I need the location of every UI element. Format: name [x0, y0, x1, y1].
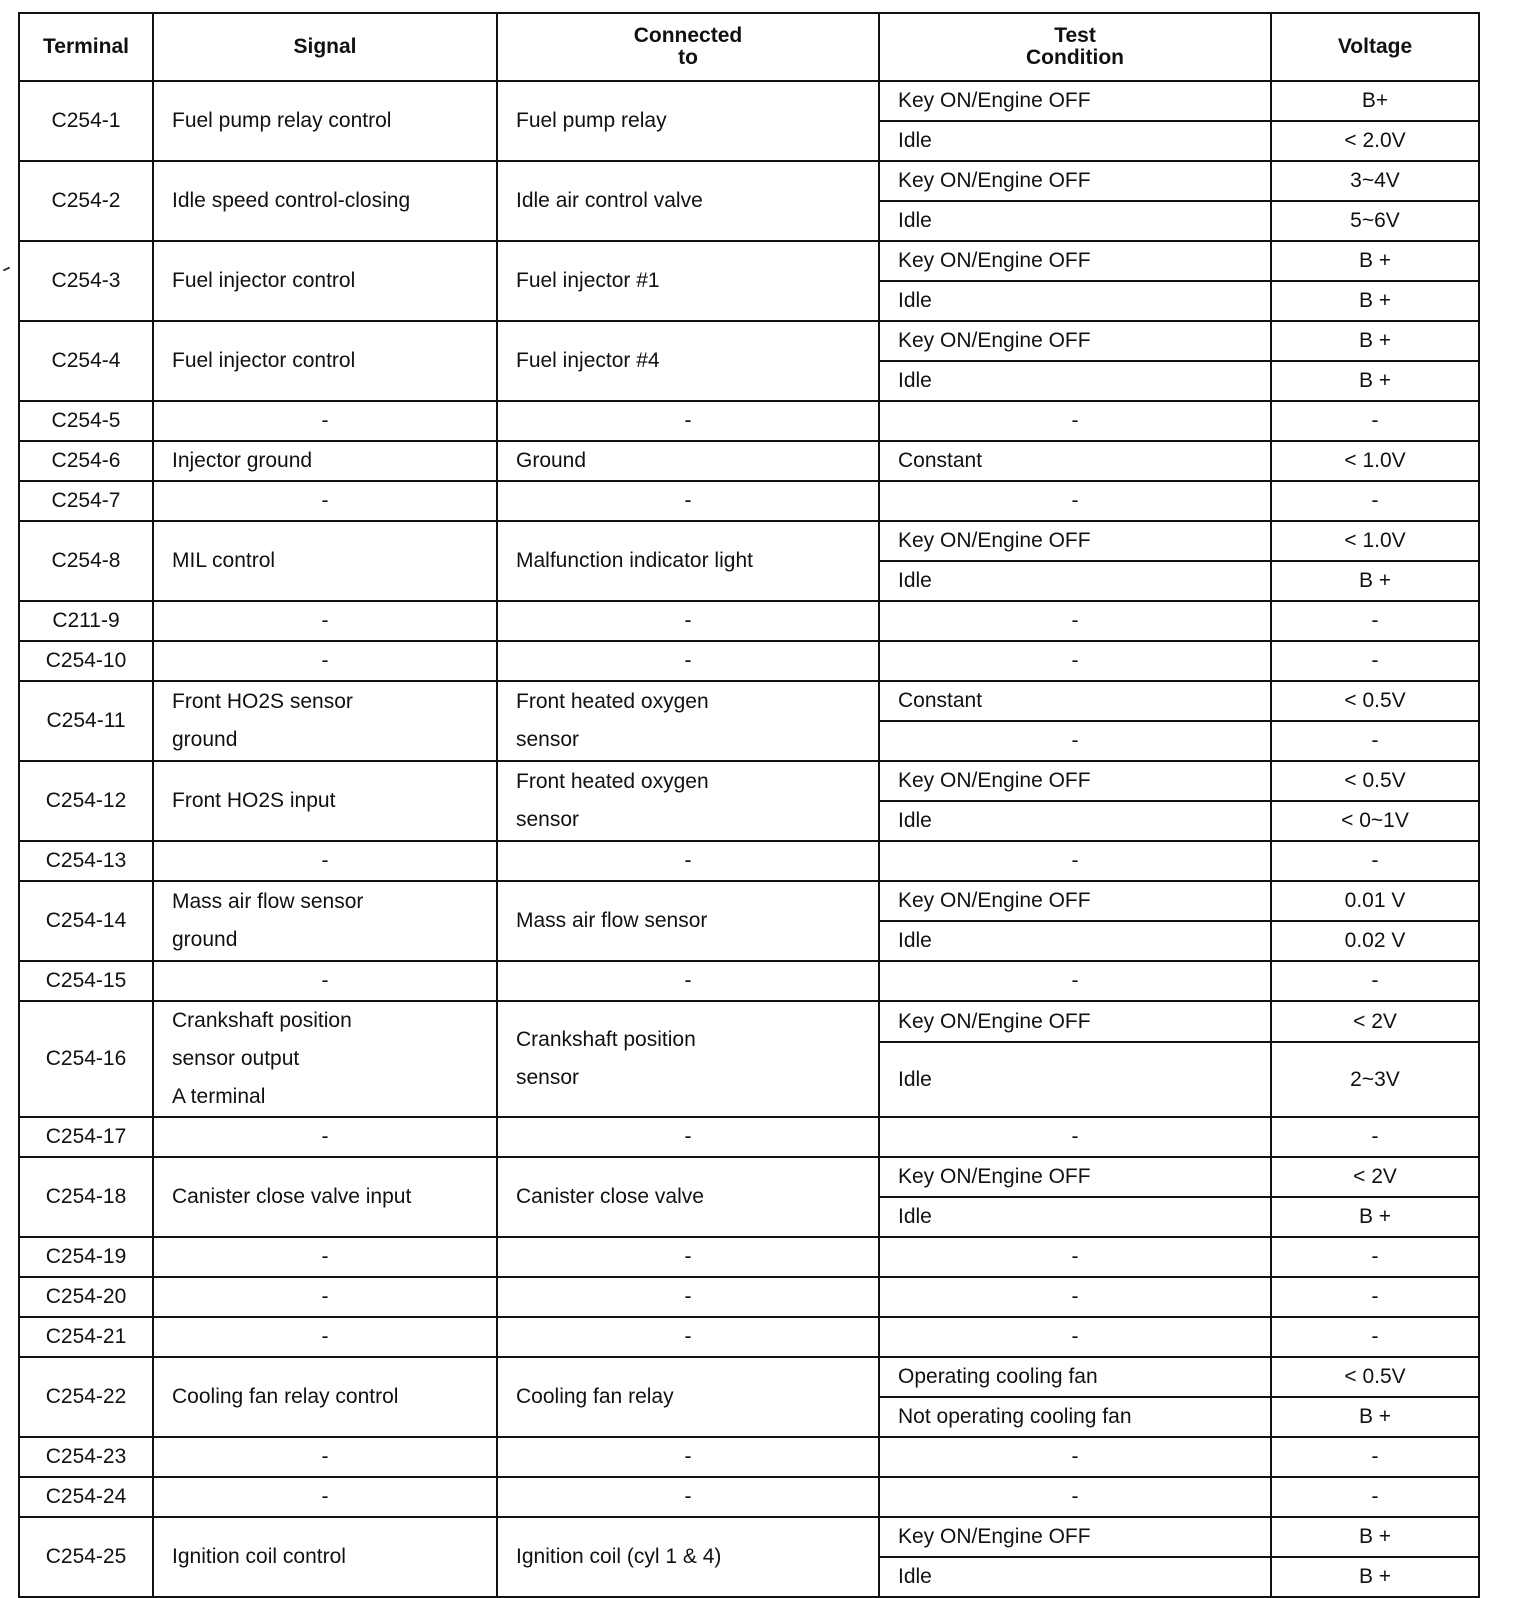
voltage-cell: -: [1271, 1237, 1479, 1277]
connected-to-cell: -: [497, 481, 879, 521]
header-test-condition: Test Condition: [879, 13, 1271, 81]
voltage-cell: -: [1271, 481, 1479, 521]
test-condition-cell: Idle: [879, 561, 1271, 601]
voltage-cell: B+: [1271, 81, 1479, 121]
voltage-cell: -: [1271, 641, 1479, 681]
signal-cell: Front HO2S input: [153, 761, 497, 841]
signal-cell: -: [153, 601, 497, 641]
voltage-cell: < 1.0V: [1271, 521, 1479, 561]
connected-to-cell: Idle air control valve: [497, 161, 879, 241]
terminal-cell: C254-7: [19, 481, 153, 521]
table-row: [19, 1237, 1479, 1277]
voltage-cell: -: [1271, 721, 1479, 761]
voltage-cell: < 0~1V: [1271, 801, 1479, 841]
signal-cell: Canister close valve input: [153, 1157, 497, 1237]
test-condition-cell: -: [879, 841, 1271, 881]
voltage-cell: < 0.5V: [1271, 761, 1479, 801]
table-row: [19, 1277, 1479, 1317]
terminal-cell: C254-19: [19, 1237, 153, 1277]
voltage-cell: -: [1271, 841, 1479, 881]
voltage-cell: -: [1271, 1277, 1479, 1317]
signal-cell: Mass air flow sensor ground: [153, 881, 497, 961]
table-body: [19, 81, 1479, 1597]
terminal-cell: C254-10: [19, 641, 153, 681]
test-condition-cell: Key ON/Engine OFF: [879, 241, 1271, 281]
table-row: [19, 1117, 1479, 1157]
table-row: [19, 1517, 1479, 1557]
header-voltage: Voltage: [1271, 13, 1479, 81]
test-condition-cell: Idle: [879, 801, 1271, 841]
table-row: [19, 1437, 1479, 1477]
table-row: [19, 241, 1479, 281]
scan-mark: [3, 267, 10, 272]
signal-cell: MIL control: [153, 521, 497, 601]
terminal-voltage-table: [18, 12, 1480, 1598]
terminal-cell: C254-20: [19, 1277, 153, 1317]
test-condition-cell: -: [879, 401, 1271, 441]
table-row: [19, 521, 1479, 561]
connected-to-cell: Fuel injector #1: [497, 241, 879, 321]
test-condition-cell: -: [879, 1117, 1271, 1157]
test-condition-cell: Idle: [879, 281, 1271, 321]
signal-cell: Front HO2S sensor ground: [153, 681, 497, 761]
test-condition-cell: Key ON/Engine OFF: [879, 521, 1271, 561]
table-row: [19, 481, 1479, 521]
voltage-cell: -: [1271, 401, 1479, 441]
table-row: [19, 761, 1479, 801]
table-row: [19, 1357, 1479, 1397]
signal-cell: Fuel injector control: [153, 321, 497, 401]
test-condition-cell: -: [879, 961, 1271, 1001]
voltage-cell: B +: [1271, 1197, 1479, 1237]
connected-to-cell: Front heated oxygen sensor: [497, 681, 879, 761]
header-terminal: Terminal: [19, 13, 153, 81]
signal-cell: Injector ground: [153, 441, 497, 481]
test-condition-cell: -: [879, 1277, 1271, 1317]
terminal-cell: C254-4: [19, 321, 153, 401]
terminal-cell: C211-9: [19, 601, 153, 641]
test-condition-cell: Not operating cooling fan: [879, 1397, 1271, 1437]
terminal-cell: C254-22: [19, 1357, 153, 1437]
signal-cell: Crankshaft position sensor output A terminal: [153, 1001, 497, 1117]
signal-cell: Fuel pump relay control: [153, 81, 497, 161]
test-condition-cell: Idle: [879, 1197, 1271, 1237]
voltage-cell: < 2.0V: [1271, 121, 1479, 161]
table-row: [19, 641, 1479, 681]
terminal-cell: C254-16: [19, 1001, 153, 1117]
test-condition-cell: Key ON/Engine OFF: [879, 161, 1271, 201]
signal-cell: -: [153, 401, 497, 441]
table-row: [19, 401, 1479, 441]
terminal-cell: C254-2: [19, 161, 153, 241]
signal-cell: -: [153, 1437, 497, 1477]
voltage-cell: 0.02 V: [1271, 921, 1479, 961]
test-condition-cell: -: [879, 481, 1271, 521]
voltage-cell: B +: [1271, 281, 1479, 321]
signal-cell: Cooling fan relay control: [153, 1357, 497, 1437]
test-condition-cell: Idle: [879, 1557, 1271, 1597]
table-row: [19, 321, 1479, 361]
voltage-cell: < 2V: [1271, 1001, 1479, 1042]
connected-to-cell: -: [497, 1477, 879, 1517]
connected-to-cell: -: [497, 841, 879, 881]
terminal-cell: C254-14: [19, 881, 153, 961]
terminal-cell: C254-24: [19, 1477, 153, 1517]
connected-to-cell: Crankshaft position sensor: [497, 1001, 879, 1117]
voltage-cell: -: [1271, 1477, 1479, 1517]
test-condition-cell: -: [879, 1437, 1271, 1477]
terminal-cell: C254-21: [19, 1317, 153, 1357]
terminal-cell: C254-3: [19, 241, 153, 321]
test-condition-cell: Key ON/Engine OFF: [879, 321, 1271, 361]
voltage-cell: < 1.0V: [1271, 441, 1479, 481]
signal-cell: -: [153, 961, 497, 1001]
test-condition-cell: -: [879, 1317, 1271, 1357]
terminal-cell: C254-1: [19, 81, 153, 161]
test-condition-cell: Idle: [879, 1042, 1271, 1117]
voltage-cell: B +: [1271, 1557, 1479, 1597]
voltage-cell: B +: [1271, 1517, 1479, 1557]
voltage-cell: -: [1271, 1437, 1479, 1477]
signal-cell: -: [153, 1477, 497, 1517]
test-condition-cell: -: [879, 641, 1271, 681]
test-condition-cell: -: [879, 601, 1271, 641]
signal-cell: -: [153, 1237, 497, 1277]
signal-cell: Fuel injector control: [153, 241, 497, 321]
connected-to-cell: -: [497, 1277, 879, 1317]
table-row: [19, 681, 1479, 721]
table-row: [19, 1001, 1479, 1042]
header-connected-to: Connected to: [497, 13, 879, 81]
connected-to-cell: -: [497, 1317, 879, 1357]
connected-to-cell: -: [497, 601, 879, 641]
connected-to-cell: Ground: [497, 441, 879, 481]
connected-to-cell: Fuel pump relay: [497, 81, 879, 161]
terminal-cell: C254-15: [19, 961, 153, 1001]
terminal-cell: C254-25: [19, 1517, 153, 1597]
terminal-cell: C254-5: [19, 401, 153, 441]
voltage-cell: 3~4V: [1271, 161, 1479, 201]
table-row: [19, 161, 1479, 201]
terminal-cell: C254-23: [19, 1437, 153, 1477]
test-condition-cell: Idle: [879, 201, 1271, 241]
table-row: [19, 601, 1479, 641]
terminal-cell: C254-17: [19, 1117, 153, 1157]
test-condition-cell: -: [879, 1237, 1271, 1277]
terminal-cell: C254-18: [19, 1157, 153, 1237]
test-condition-cell: Key ON/Engine OFF: [879, 1517, 1271, 1557]
test-condition-cell: -: [879, 721, 1271, 761]
table-row: [19, 441, 1479, 481]
test-condition-cell: Key ON/Engine OFF: [879, 1001, 1271, 1042]
connected-to-cell: Malfunction indicator light: [497, 521, 879, 601]
voltage-cell: -: [1271, 961, 1479, 1001]
test-condition-cell: Key ON/Engine OFF: [879, 881, 1271, 921]
test-condition-cell: Idle: [879, 361, 1271, 401]
voltage-cell: 0.01 V: [1271, 881, 1479, 921]
test-condition-cell: Constant: [879, 441, 1271, 481]
connected-to-cell: -: [497, 641, 879, 681]
signal-cell: Ignition coil control: [153, 1517, 497, 1597]
signal-cell: -: [153, 641, 497, 681]
connected-to-cell: -: [497, 961, 879, 1001]
table-row: [19, 881, 1479, 921]
test-condition-cell: Idle: [879, 921, 1271, 961]
signal-cell: -: [153, 841, 497, 881]
terminal-cell: C254-12: [19, 761, 153, 841]
header-row: [19, 13, 1479, 81]
terminal-cell: C254-6: [19, 441, 153, 481]
test-condition-cell: Operating cooling fan: [879, 1357, 1271, 1397]
table-row: [19, 1317, 1479, 1357]
terminal-cell: C254-13: [19, 841, 153, 881]
test-condition-cell: Idle: [879, 121, 1271, 161]
voltage-cell: B +: [1271, 241, 1479, 281]
voltage-cell: < 0.5V: [1271, 1357, 1479, 1397]
signal-cell: -: [153, 1277, 497, 1317]
table-row: [19, 841, 1479, 881]
voltage-cell: < 2V: [1271, 1157, 1479, 1197]
voltage-cell: B +: [1271, 321, 1479, 361]
voltage-cell: B +: [1271, 1397, 1479, 1437]
voltage-cell: 5~6V: [1271, 201, 1479, 241]
connected-to-cell: Canister close valve: [497, 1157, 879, 1237]
table-row: [19, 1477, 1479, 1517]
test-condition-cell: Constant: [879, 681, 1271, 721]
terminal-cell: C254-11: [19, 681, 153, 761]
test-condition-cell: Key ON/Engine OFF: [879, 81, 1271, 121]
connected-to-cell: Cooling fan relay: [497, 1357, 879, 1437]
connected-to-cell: Fuel injector #4: [497, 321, 879, 401]
table-row: [19, 961, 1479, 1001]
terminal-cell: C254-8: [19, 521, 153, 601]
signal-cell: -: [153, 481, 497, 521]
signal-cell: -: [153, 1317, 497, 1357]
table-row: [19, 81, 1479, 121]
voltage-cell: B +: [1271, 561, 1479, 601]
connected-to-cell: -: [497, 1437, 879, 1477]
test-condition-cell: Key ON/Engine OFF: [879, 1157, 1271, 1197]
test-condition-cell: -: [879, 1477, 1271, 1517]
signal-cell: Idle speed control-closing: [153, 161, 497, 241]
signal-cell: -: [153, 1117, 497, 1157]
voltage-cell: 2~3V: [1271, 1042, 1479, 1117]
voltage-cell: -: [1271, 601, 1479, 641]
header-signal: Signal: [153, 13, 497, 81]
terminal-voltage-document: [18, 12, 1478, 1598]
test-condition-cell: Key ON/Engine OFF: [879, 761, 1271, 801]
voltage-cell: -: [1271, 1317, 1479, 1357]
connected-to-cell: Ignition coil (cyl 1 & 4): [497, 1517, 879, 1597]
table-row: [19, 1157, 1479, 1197]
connected-to-cell: Front heated oxygen sensor: [497, 761, 879, 841]
voltage-cell: B +: [1271, 361, 1479, 401]
connected-to-cell: -: [497, 1237, 879, 1277]
voltage-cell: -: [1271, 1117, 1479, 1157]
connected-to-cell: Mass air flow sensor: [497, 881, 879, 961]
connected-to-cell: -: [497, 1117, 879, 1157]
voltage-cell: < 0.5V: [1271, 681, 1479, 721]
connected-to-cell: -: [497, 401, 879, 441]
